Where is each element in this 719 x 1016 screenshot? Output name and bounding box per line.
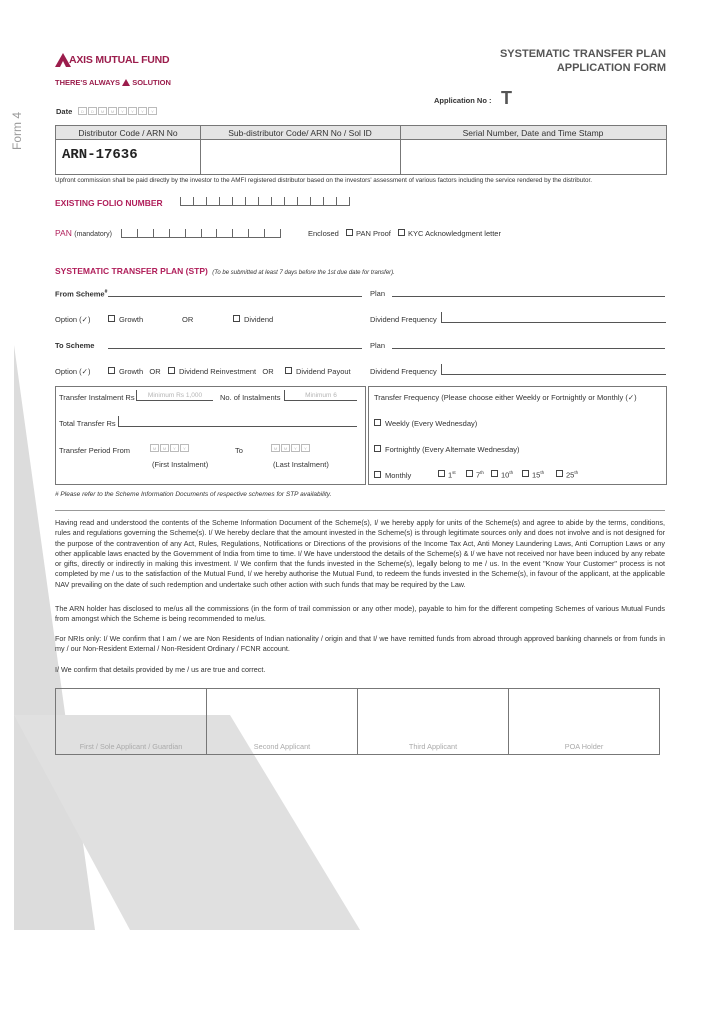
tagline-part-2: SOLUTION — [132, 78, 171, 87]
weekly-label: Weekly (Every Wednesday) — [385, 419, 478, 428]
day-10-checkbox[interactable] — [491, 470, 498, 477]
weekly-checkbox[interactable] — [374, 419, 381, 426]
date-box: M — [98, 107, 107, 115]
from-dividend-checkbox[interactable] — [233, 315, 240, 322]
day-1-label — [448, 470, 456, 480]
from-plan-input[interactable] — [392, 296, 665, 297]
period-box: Y — [170, 444, 179, 452]
to-plan-input[interactable] — [392, 348, 665, 349]
from-scheme-mark: # — [104, 289, 108, 295]
signature-box-third[interactable] — [358, 689, 509, 754]
day-25-checkbox[interactable] — [556, 470, 563, 477]
signature-box-second[interactable] — [207, 689, 358, 754]
fortnightly-checkbox[interactable] — [374, 445, 381, 452]
pan-proof-checkbox[interactable] — [346, 229, 353, 236]
from-scheme-text: From Scheme — [55, 289, 105, 299]
to-dividend-frequency-label: Dividend Frequency — [370, 367, 437, 376]
to-div-reinvest-label: Dividend Reinvestment OR — [179, 367, 274, 376]
to-dividend-frequency-input[interactable] — [441, 364, 666, 375]
from-plan-label: Plan — [370, 289, 386, 298]
total-transfer-input[interactable] — [118, 416, 357, 427]
from-growth-label: Growth — [119, 315, 144, 324]
from-scheme-label — [55, 289, 107, 299]
num-instalments-label: No. of Instalments — [220, 393, 281, 402]
col-header-arn: Distributor Code / ARN No — [78, 128, 178, 138]
from-dividend-frequency-label: Dividend Frequency — [370, 315, 437, 324]
period-from-input[interactable] — [150, 444, 190, 452]
last-instalment-label: (Last Instalment) — [273, 460, 329, 469]
from-option-label: Option (✓) — [55, 315, 91, 324]
day-15-label — [532, 470, 544, 480]
period-box: Y — [291, 444, 300, 452]
to-scheme-input[interactable] — [108, 348, 362, 349]
period-box: Y — [180, 444, 189, 452]
signature-label-poa: POA Holder — [564, 742, 604, 751]
logo-text: AXIS MUTUAL FUND — [69, 54, 170, 66]
stp-heading-note: (To be submitted at least 7 days before the 1st due date for transfer). — [212, 270, 395, 276]
col-header-serial: Serial Number, Date and Time Stamp — [462, 128, 604, 138]
date-input[interactable] — [78, 107, 158, 115]
total-transfer-label: Total Transfer Rs — [59, 419, 116, 428]
signature-label-third: Third Applicant — [408, 742, 458, 751]
kyc-label: KYC Acknowledgment letter — [408, 229, 501, 238]
instalment-label: Transfer Instalment Rs — [59, 393, 135, 402]
pan-label-text: PAN — [55, 228, 72, 238]
to-div-reinvest-checkbox[interactable] — [168, 367, 175, 374]
signature-label-second: Second Applicant — [253, 742, 311, 751]
day-7-label — [476, 470, 484, 480]
col-divider — [400, 126, 401, 174]
declaration-paragraph-1: Having read and understood the contents of the Scheme Information Document of the Scheme(s), I/ we hereby apply for units of the Scheme(s) and agree to abide by the terms, conditions, rules and regulations governing the Scheme(s). I/ We hereby declare that the amount invested in the Scheme(s) is through legitimate sources only and does not involve and is not designed for the purpose of the contravention of any Act, Rules, Regulations, Notifications or Directions of the provisions of the Income Tax Act, Anti Money Laundering Laws, Anti Corruption Laws or any other applicable laws enacted by the Government of India from time to time. I/ We have understood the details of the Scheme(s) & I/ we have not received nor have been induced by any rebate or gifts, directly or indirectly in making this investment. I/ We confirm that the funds invested in the Scheme(s), legally belong to me / us. In the event "Know Your Customer" process is not completed by me / us to the satisfaction of the Mutual Fund, I/ we hereby authorise the Mutual Fund, to redeem the funds invested in the Scheme(s), in favour of the applicant, at the applicable NAV prevailing on the date of such redemption and undertake such other action with such funds that may be required by the Law. — [55, 518, 665, 589]
day-suffix: th — [480, 470, 484, 475]
date-box: Y — [138, 107, 147, 115]
from-dividend-label: Dividend — [244, 315, 274, 324]
period-box: M — [150, 444, 159, 452]
period-box: M — [271, 444, 280, 452]
declaration-paragraph-2: The ARN holder has disclosed to me/us all the commissions (in the form of trail commission or any other mode), payable to him for the different competing Schemes of various Mutual Funds from amongst which the Scheme is being recommended to me/us. — [55, 604, 665, 624]
folio-number-input[interactable] — [180, 197, 350, 206]
from-dividend-frequency-input[interactable] — [441, 312, 666, 323]
application-no-label: Application No : — [434, 96, 492, 105]
instalment-placeholder: Minimum Rs 1,000 — [147, 392, 203, 399]
section-divider — [55, 510, 665, 511]
from-growth-checkbox[interactable] — [108, 315, 115, 322]
application-no-value[interactable]: T — [501, 88, 512, 108]
date-label: Date — [56, 107, 73, 116]
fortnightly-label: Fortnightly (Every Alternate Wednesday) — [385, 445, 520, 454]
day-suffix: th — [574, 470, 579, 475]
from-scheme-input[interactable] — [108, 296, 362, 297]
date-box: Y — [118, 107, 127, 115]
form-side-label: Form 4 — [10, 111, 24, 150]
monthly-label: Monthly — [385, 471, 412, 480]
first-instalment-label: (First Instalment) — [152, 460, 209, 469]
upfront-commission-note: Upfront commission shall be paid directly by the investor to the AMFI registered distributor based on the investors' assessment of various factors including the service rendered by the distributor. — [55, 177, 593, 184]
day-1-checkbox[interactable] — [438, 470, 445, 477]
logo — [55, 52, 195, 92]
date-box: M — [108, 107, 117, 115]
enclosed-label: Enclosed — [308, 229, 339, 238]
distributor-table — [55, 125, 667, 175]
day-suffix: st — [452, 470, 456, 475]
to-growth-label: Growth OR — [119, 367, 161, 376]
tagline — [55, 78, 171, 87]
date-box: D — [88, 107, 97, 115]
date-box: Y — [148, 107, 157, 115]
signature-box-poa[interactable] — [509, 689, 659, 754]
declaration-paragraph-3: For NRIs only: I/ We confirm that I am / we are Non Residents of Indian nationality / origin and that I/ we have remitted funds from abroad through approved banking channels or from funds in my / our Non-Resident External / Non-Resident Ordinary / FCNR account. — [55, 634, 665, 654]
period-to-input[interactable] — [271, 444, 311, 452]
to-scheme-label: To Scheme — [55, 341, 95, 350]
pan-mandatory-text: (mandatory) — [74, 231, 112, 238]
stp-footnote: # Please refer to the Scheme Information Documents of respective schemes for STP availability. — [55, 491, 332, 498]
folio-label: EXISTING FOLIO NUMBER — [55, 198, 163, 208]
period-to-label: To — [235, 446, 243, 455]
date-box: Y — [128, 107, 137, 115]
tagline-part-1: THERE'S ALWAYS — [55, 78, 120, 87]
tagline-triangle-icon — [122, 79, 130, 86]
day-number: 15 — [532, 470, 541, 480]
declaration-paragraph-4: I/ We confirm that details provided by me / us are true and correct. — [55, 665, 266, 674]
monthly-checkbox[interactable] — [374, 471, 381, 478]
arn-value[interactable]: ARN-17636 — [62, 147, 138, 163]
period-box: Y — [301, 444, 310, 452]
day-number: 7 — [476, 470, 481, 480]
day-7-checkbox[interactable] — [466, 470, 473, 477]
day-number: 25 — [566, 470, 575, 480]
from-or-label: OR — [182, 315, 194, 324]
form-title-line-1: SYSTEMATIC TRANSFER PLAN — [499, 48, 666, 60]
serial-value[interactable] — [406, 147, 661, 167]
day-suffix: th — [540, 470, 545, 475]
day-suffix: th — [509, 470, 514, 475]
to-div-payout-checkbox[interactable] — [285, 367, 292, 374]
num-instalments-placeholder: Minimum 6 — [305, 392, 337, 399]
transfer-period-label: Transfer Period From — [59, 446, 130, 455]
day-25-label — [566, 470, 578, 480]
stp-heading — [55, 261, 395, 279]
day-number: 10 — [501, 470, 510, 480]
pan-input[interactable] — [121, 229, 281, 238]
num-instalments-input[interactable] — [284, 390, 357, 401]
signature-label-first: First / Sole Applicant / Guardian — [79, 742, 183, 751]
to-plan-label: Plan — [370, 341, 386, 350]
col-header-sub-arn: Sub-distributor Code/ ARN No / Sol ID — [228, 128, 372, 138]
col-divider — [200, 126, 201, 174]
kyc-checkbox[interactable] — [398, 229, 405, 236]
signature-table — [55, 688, 660, 755]
sub-arn-value[interactable] — [206, 147, 396, 167]
period-box: M — [281, 444, 290, 452]
pan-proof-label: PAN Proof — [356, 229, 391, 238]
frequency-label: Transfer Frequency (Please choose either Weekly or Fortnightly or Monthly (✓) — [374, 393, 637, 402]
instalment-input[interactable] — [136, 390, 213, 401]
stp-heading-text: SYSTEMATIC TRANSFER PLAN (STP) — [55, 266, 208, 276]
period-box: M — [160, 444, 169, 452]
to-div-payout-label: Dividend Payout — [296, 367, 351, 376]
to-growth-checkbox[interactable] — [108, 367, 115, 374]
pan-label — [55, 228, 112, 238]
day-number: 1 — [448, 470, 453, 480]
date-box: D — [78, 107, 87, 115]
signature-box-first[interactable] — [56, 689, 207, 754]
day-15-checkbox[interactable] — [522, 470, 529, 477]
day-10-label — [501, 470, 513, 480]
to-option-label: Option (✓) — [55, 367, 91, 376]
form-title-line-2: APPLICATION FORM — [556, 62, 666, 74]
